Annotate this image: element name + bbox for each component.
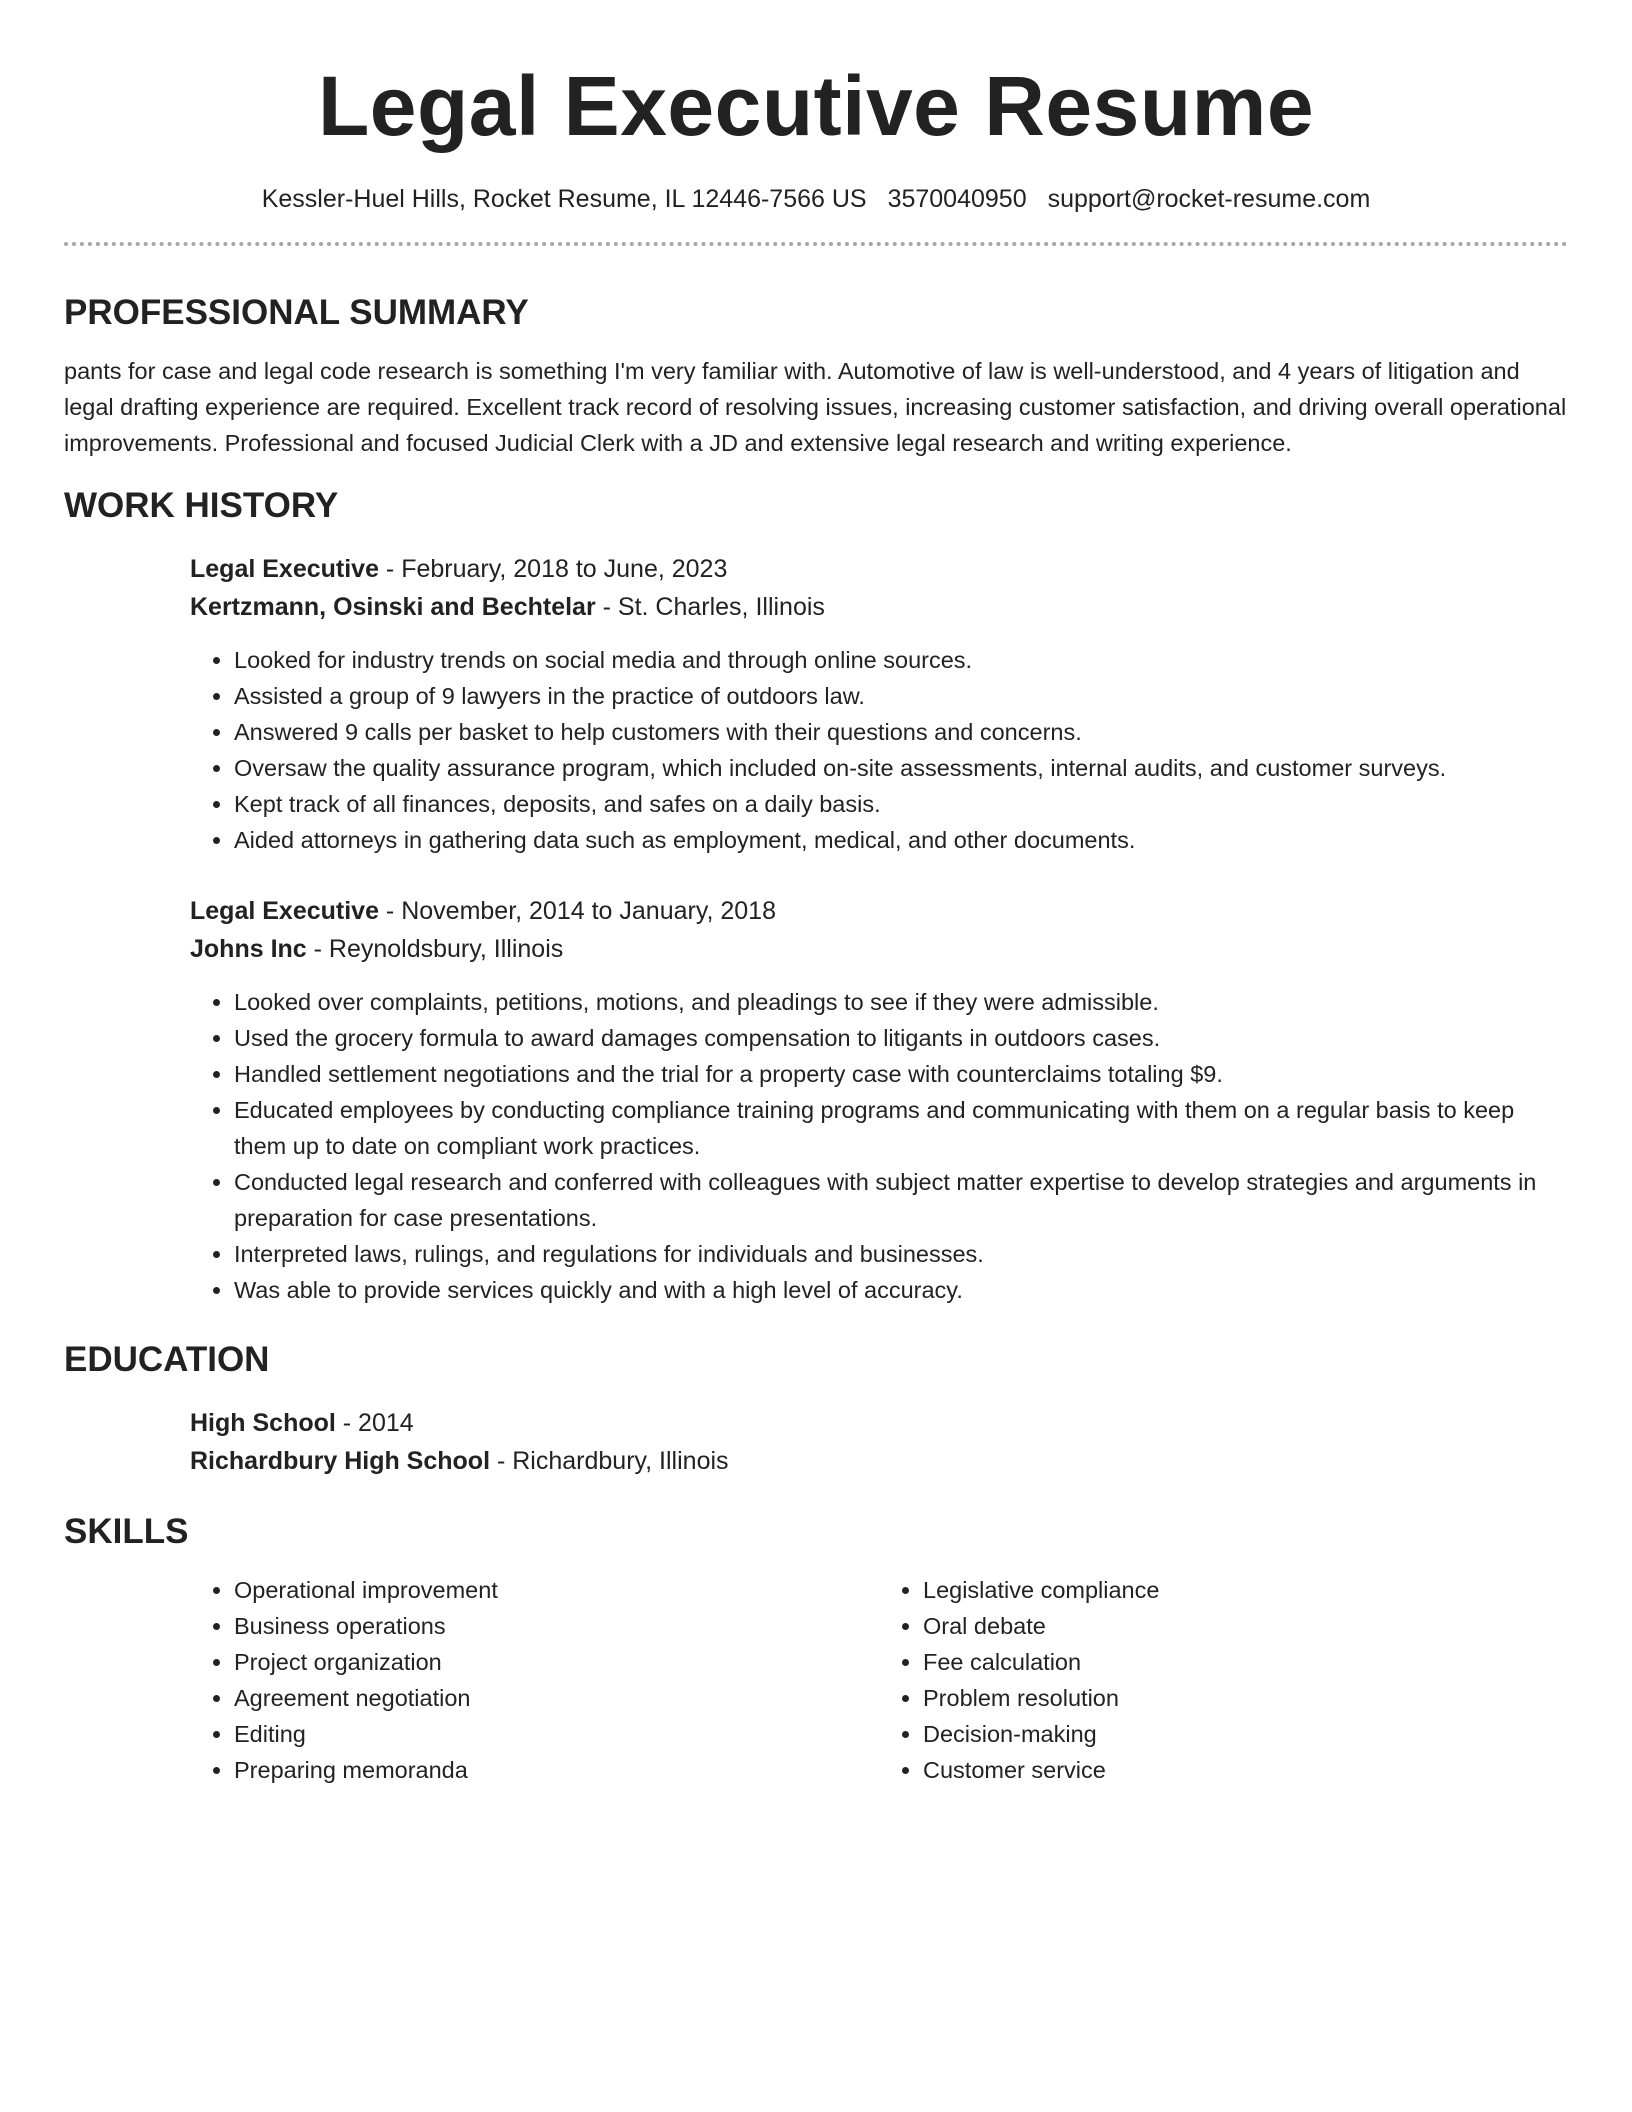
education-degree: High School bbox=[190, 1409, 336, 1437]
contact-address: Kessler-Huel Hills, Rocket Resume, IL 12446-7566 US bbox=[261, 185, 867, 213]
skill-item: • Problem resolution bbox=[923, 1680, 1568, 1716]
skill-item: • Preparing memoranda bbox=[234, 1752, 879, 1788]
list-item: • Kept track of all finances, deposits, and safes on a daily basis. bbox=[234, 786, 1568, 822]
list-item: • Aided attorneys in gathering data such as employment, medical, and other documents. bbox=[234, 822, 1568, 858]
skills-list bbox=[190, 1572, 1568, 1788]
job-dates: - February, 2018 to June, 2023 bbox=[378, 555, 728, 583]
job-location: - St. Charles, Illinois bbox=[595, 593, 825, 621]
list-item: • Oversaw the quality assurance program, which included on-site assessments, internal audits, and customer surveys. bbox=[234, 750, 1568, 786]
job-bullets bbox=[190, 984, 1568, 1308]
job-title-line bbox=[190, 550, 1568, 588]
job-entry bbox=[190, 550, 1568, 858]
summary-text: pants for case and legal code research is something I'm very familiar with. Automotive of law is well-understood, and 4 years of litigation and legal drafting experience are required. Excellent track record of resolving issues, increasing customer satisfaction, and driving overall operational improvements. Professional and focused Judicial Clerk with a JD and extensive legal research and writing experience. bbox=[64, 358, 1567, 456]
list-item: • Assisted a group of 9 lawyers in the practice of outdoors law. bbox=[234, 678, 1568, 714]
education-school-line bbox=[190, 1442, 1568, 1480]
job-company: Kertzmann, Osinski and Bechtelar bbox=[190, 593, 596, 621]
skill-item: • Customer service bbox=[923, 1752, 1568, 1788]
education-school: Richardbury High School bbox=[190, 1447, 491, 1475]
header-divider bbox=[64, 242, 1568, 246]
list-item: • Interpreted laws, rulings, and regulations for individuals and businesses. bbox=[234, 1236, 1568, 1272]
skill-item: • Agreement negotiation bbox=[234, 1680, 879, 1716]
skill-item: • Fee calculation bbox=[923, 1644, 1568, 1680]
job-company-line bbox=[190, 588, 1568, 626]
page-title: Legal Executive Resume bbox=[317, 59, 1315, 153]
job-entry bbox=[190, 892, 1568, 1308]
list-item: • Handled settlement negotiations and the trial for a property case with counterclaims totaling $9. bbox=[234, 1056, 1568, 1092]
list-item: • Educated employees by conducting compliance training programs and communicating with them on a regular basis to keep them up to date on compliant work practices. bbox=[234, 1092, 1568, 1164]
list-item: • Looked for industry trends on social media and through online sources. bbox=[234, 642, 1568, 678]
skill-item: • Operational improvement bbox=[234, 1572, 879, 1608]
resume-page bbox=[64, 0, 1568, 1788]
work-history-heading: WORK HISTORY bbox=[64, 486, 339, 525]
skills-column-right bbox=[879, 1572, 1568, 1788]
list-item: • Answered 9 calls per basket to help customers with their questions and concerns. bbox=[234, 714, 1568, 750]
job-location: - Reynoldsbury, Illinois bbox=[306, 935, 564, 963]
job-dates: - November, 2014 to January, 2018 bbox=[378, 897, 776, 925]
skill-item: • Business operations bbox=[234, 1608, 879, 1644]
skill-item: • Legislative compliance bbox=[923, 1572, 1568, 1608]
skill-item: • Decision-making bbox=[923, 1716, 1568, 1752]
education-location: - Richardbury, Illinois bbox=[490, 1447, 729, 1475]
education-degree-line bbox=[190, 1404, 1568, 1442]
skills-column-left bbox=[190, 1572, 879, 1788]
list-item: • Conducted legal research and conferred with colleagues with subject matter expertise to develop strategies and arguments in preparation for case presentations. bbox=[234, 1164, 1568, 1236]
job-title: Legal Executive bbox=[190, 897, 379, 925]
job-company-line bbox=[190, 930, 1568, 968]
job-company: Johns Inc bbox=[190, 935, 307, 963]
skill-item: • Oral debate bbox=[923, 1608, 1568, 1644]
summary-heading: PROFESSIONAL SUMMARY bbox=[64, 293, 529, 332]
skills-heading: SKILLS bbox=[64, 1512, 189, 1551]
list-item: • Was able to provide services quickly and with a high level of accuracy. bbox=[234, 1272, 1568, 1308]
contact-line bbox=[64, 182, 1568, 216]
skill-item: • Project organization bbox=[234, 1644, 879, 1680]
education-heading: EDUCATION bbox=[64, 1340, 270, 1379]
list-item: • Used the grocery formula to award damages compensation to litigants in outdoors cases. bbox=[234, 1020, 1568, 1056]
education-year: - 2014 bbox=[335, 1409, 414, 1437]
education-entry bbox=[190, 1404, 1568, 1480]
job-bullets bbox=[190, 642, 1568, 858]
contact-email: support@rocket-resume.com bbox=[1047, 185, 1371, 213]
contact-phone: 3570040950 bbox=[887, 185, 1027, 213]
job-title-line bbox=[190, 892, 1568, 930]
skill-item: • Editing bbox=[234, 1716, 879, 1752]
job-title: Legal Executive bbox=[190, 555, 379, 583]
list-item: • Looked over complaints, petitions, motions, and pleadings to see if they were admissible. bbox=[234, 984, 1568, 1020]
